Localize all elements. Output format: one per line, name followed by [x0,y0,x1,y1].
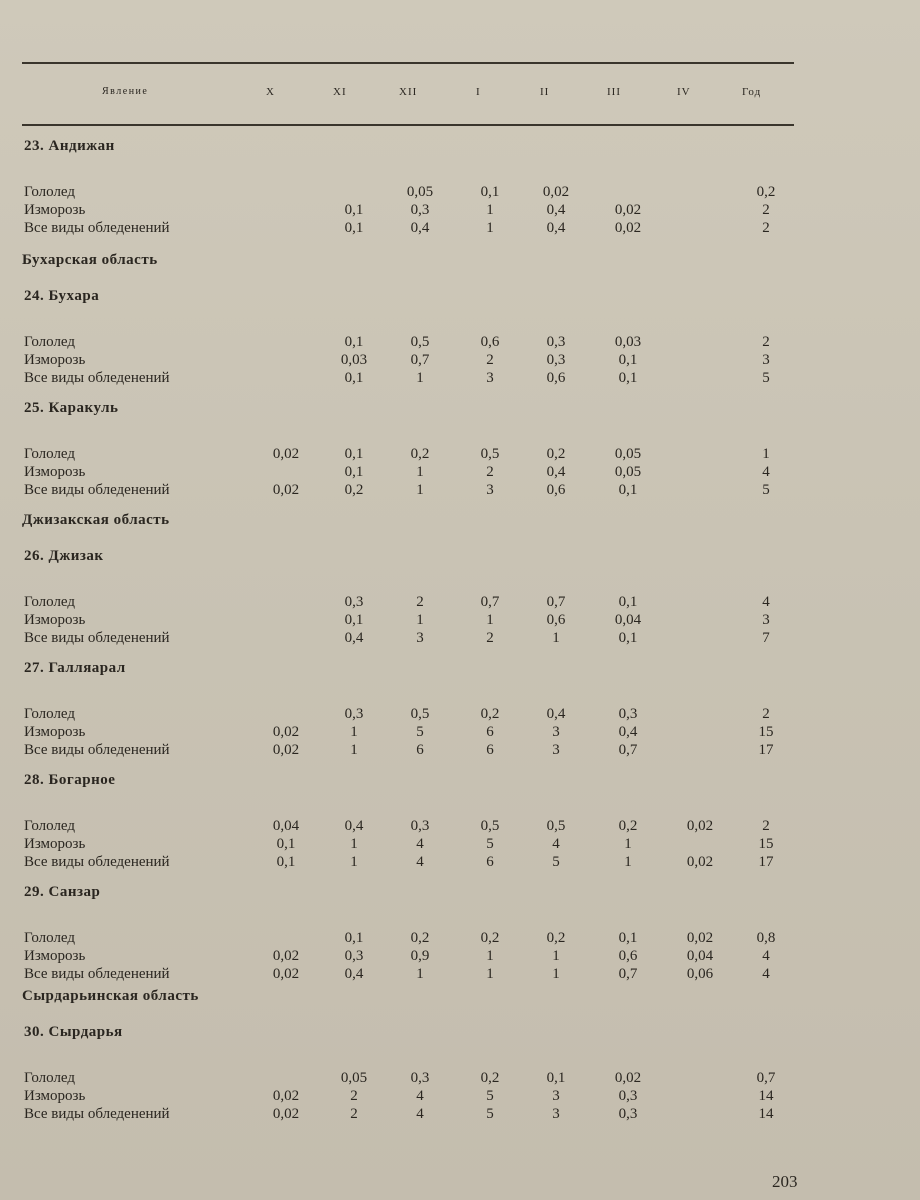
cell-value: 0,3 [344,948,364,964]
cell-value: 1 [552,948,560,964]
cell-value: 6 [416,742,424,758]
cell-value: 4 [552,836,560,852]
cell-value: 0,2 [480,706,500,722]
cell-value: 0,4 [546,706,566,722]
station-heading: 25. Каракуль [24,400,119,416]
row-label: Гололед [24,930,76,946]
cell-value: 6 [486,742,494,758]
cell-value: 1 [486,220,494,236]
cell-value: 0,1 [618,482,638,498]
cell-value: 0,02 [686,818,714,834]
cell-value: 0,02 [272,948,300,964]
station-heading: 24. Бухара [24,288,100,304]
cell-value: 0,1 [618,930,638,946]
cell-value: 1 [624,836,632,852]
cell-value: 0,02 [272,1106,300,1122]
cell-value: 1 [416,966,424,982]
page-number: 203 [772,1172,798,1191]
cell-value: 4 [416,1088,424,1104]
cell-year-total: 0,2 [756,184,776,200]
row-label: Все виды обледенений [24,742,170,758]
cell-value: 0,4 [546,202,566,218]
cell-value: 1 [486,966,494,982]
cell-value: 2 [486,352,494,368]
cell-value: 0,02 [272,966,300,982]
cell-value: 1 [486,612,494,628]
row-label: Гололед [24,334,76,350]
cell-value: 3 [552,1106,560,1122]
cell-value: 4 [416,836,424,852]
table-row [0,482,920,500]
cell-value: 1 [416,482,424,498]
cell-year-total: 17 [758,854,774,870]
table-row [0,706,920,724]
cell-value: 0,4 [344,630,364,646]
table-row [0,1070,920,1088]
row-label: Изморозь [24,464,86,480]
cell-value: 0,7 [410,352,430,368]
cell-year-total: 3 [762,352,770,368]
cell-value: 0,4 [546,464,566,480]
cell-value: 1 [350,854,358,870]
cell-value: 0,6 [546,482,566,498]
header-year: Год [742,86,762,98]
cell-value: 1 [486,202,494,218]
cell-value: 0,2 [344,482,364,498]
cell-year-total: 5 [762,482,770,498]
table-row [0,370,920,388]
row-label: Все виды обледенений [24,854,170,870]
table-row [0,220,920,238]
cell-value: 2 [486,630,494,646]
cell-value: 2 [486,464,494,480]
cell-value: 0,02 [542,184,570,200]
cell-value: 0,5 [480,446,500,462]
header-month-xi: XI [333,86,347,98]
cell-value: 1 [552,630,560,646]
cell-value: 1 [416,612,424,628]
row-label: Гололед [24,818,76,834]
cell-value: 0,1 [618,352,638,368]
cell-value: 0,05 [614,446,642,462]
header-month-iii: III [607,86,621,98]
cell-value: 0,3 [410,202,430,218]
row-label: Изморозь [24,352,86,368]
cell-value: 6 [486,854,494,870]
cell-value: 0,1 [276,836,296,852]
cell-value: 0,6 [480,334,500,350]
table-row [0,966,920,984]
row-label: Гололед [24,184,76,200]
cell-value: 2 [416,594,424,610]
cell-value: 1 [350,742,358,758]
table-row [0,202,920,220]
cell-year-total: 3 [762,612,770,628]
cell-value: 2 [350,1106,358,1122]
row-label: Все виды обледенений [24,220,170,236]
station-heading: 28. Богарное [24,772,116,788]
cell-value: 3 [552,742,560,758]
cell-value: 0,7 [546,594,566,610]
cell-year-total: 4 [762,948,770,964]
table-row [0,836,920,854]
cell-value: 0,03 [614,334,642,350]
table-row [0,1106,920,1124]
station-heading: 23. Андижан [24,138,115,154]
cell-year-total: 14 [758,1106,774,1122]
row-label: Изморозь [24,202,86,218]
row-label: Изморозь [24,1088,86,1104]
cell-year-total: 4 [762,966,770,982]
header-month-iv: IV [677,86,691,98]
cell-value: 0,4 [344,966,364,982]
cell-value: 0,04 [614,612,642,628]
row-label: Гололед [24,706,76,722]
row-label: Изморозь [24,948,86,964]
cell-value: 1 [486,948,494,964]
cell-value: 0,1 [344,220,364,236]
cell-value: 0,4 [344,818,364,834]
cell-value: 0,1 [546,1070,566,1086]
cell-value: 0,6 [618,948,638,964]
cell-value: 1 [416,464,424,480]
cell-value: 0,1 [344,930,364,946]
cell-value: 0,02 [614,202,642,218]
cell-value: 0,1 [618,630,638,646]
cell-year-total: 2 [762,202,770,218]
table-row [0,630,920,648]
cell-value: 0,02 [614,220,642,236]
table-header [0,80,920,110]
row-label: Изморозь [24,612,86,628]
cell-value: 5 [552,854,560,870]
cell-value: 4 [416,854,424,870]
cell-value: 3 [416,630,424,646]
cell-value: 0,3 [618,1106,638,1122]
cell-value: 0,02 [272,724,300,740]
table-row [0,464,920,482]
cell-value: 0,4 [618,724,638,740]
cell-value: 0,3 [410,818,430,834]
cell-value: 0,3 [618,706,638,722]
cell-value: 0,7 [480,594,500,610]
row-label: Все виды обледенений [24,370,170,386]
cell-value: 0,7 [618,742,638,758]
cell-value: 0,2 [480,930,500,946]
table-row [0,352,920,370]
cell-value: 1 [350,836,358,852]
row-label: Гололед [24,1070,76,1086]
station-heading: 29. Санзар [24,884,101,900]
table-row [0,948,920,966]
cell-value: 0,02 [272,742,300,758]
header-month-ii: II [540,86,550,98]
cell-value: 0,6 [546,370,566,386]
cell-year-total: 2 [762,818,770,834]
row-label: Гололед [24,594,76,610]
cell-value: 0,2 [618,818,638,834]
cell-value: 0,02 [272,482,300,498]
header-month-i: I [476,86,481,98]
cell-value: 0,6 [546,612,566,628]
cell-year-total: 0,8 [756,930,776,946]
table-row [0,334,920,352]
cell-value: 0,2 [480,1070,500,1086]
cell-value: 0,2 [410,446,430,462]
cell-value: 0,05 [614,464,642,480]
cell-value: 5 [486,1106,494,1122]
region-heading: Бухарская область [22,252,158,268]
table-row [0,612,920,630]
header-phenomenon: Явление [102,86,149,97]
cell-year-total: 2 [762,334,770,350]
cell-value: 5 [486,1088,494,1104]
cell-year-total: 0,7 [756,1070,776,1086]
cell-value: 3 [486,482,494,498]
row-label: Все виды обледенений [24,1106,170,1122]
cell-value: 0,02 [614,1070,642,1086]
cell-value: 0,5 [410,706,430,722]
cell-value: 0,04 [686,948,714,964]
table-row [0,742,920,760]
cell-value: 1 [552,966,560,982]
cell-value: 0,1 [618,594,638,610]
cell-value: 5 [486,836,494,852]
cell-year-total: 1 [762,446,770,462]
cell-value: 0,3 [546,334,566,350]
cell-year-total: 7 [762,630,770,646]
cell-year-total: 5 [762,370,770,386]
cell-year-total: 2 [762,220,770,236]
table-top-rule [22,62,794,64]
cell-value: 4 [416,1106,424,1122]
table-row [0,446,920,464]
region-heading: Джизакская область [22,512,170,528]
cell-value: 0,02 [686,930,714,946]
cell-value: 0,1 [344,334,364,350]
cell-value: 0,1 [344,464,364,480]
table-row [0,818,920,836]
cell-value: 0,3 [546,352,566,368]
cell-value: 1 [350,724,358,740]
cell-year-total: 14 [758,1088,774,1104]
table-header-rule [22,124,794,126]
table-row [0,854,920,872]
cell-year-total: 15 [758,724,774,740]
cell-value: 0,1 [344,446,364,462]
cell-value: 0,1 [480,184,500,200]
cell-value: 6 [486,724,494,740]
row-label: Гололед [24,446,76,462]
cell-value: 5 [416,724,424,740]
cell-value: 0,4 [546,220,566,236]
header-month-x: X [266,86,275,98]
cell-value: 0,1 [344,612,364,628]
cell-value: 0,02 [272,1088,300,1104]
region-heading: Сырдарьинская область [22,988,199,1004]
cell-value: 0,1 [344,202,364,218]
cell-value: 3 [486,370,494,386]
table-row [0,724,920,742]
table-row [0,930,920,948]
cell-value: 0,7 [618,966,638,982]
cell-value: 0,05 [406,184,434,200]
cell-value: 0,02 [686,854,714,870]
station-heading: 26. Джизак [24,548,104,564]
table-row [0,1088,920,1106]
header-month-xii: XII [399,86,418,98]
cell-value: 0,1 [276,854,296,870]
cell-value: 0,03 [340,352,368,368]
cell-value: 0,4 [410,220,430,236]
cell-value: 0,2 [546,446,566,462]
cell-value: 3 [552,724,560,740]
cell-year-total: 2 [762,706,770,722]
cell-value: 0,02 [272,446,300,462]
cell-value: 0,06 [686,966,714,982]
row-label: Все виды обледенений [24,966,170,982]
cell-year-total: 4 [762,594,770,610]
cell-value: 0,3 [344,594,364,610]
table-row [0,184,920,202]
cell-value: 0,5 [480,818,500,834]
cell-value: 0,1 [618,370,638,386]
cell-value: 0,1 [344,370,364,386]
cell-year-total: 4 [762,464,770,480]
cell-year-total: 17 [758,742,774,758]
row-label: Изморозь [24,724,86,740]
cell-value: 0,5 [410,334,430,350]
cell-year-total: 15 [758,836,774,852]
cell-value: 2 [350,1088,358,1104]
table-row [0,594,920,612]
cell-value: 0,2 [546,930,566,946]
cell-value: 1 [624,854,632,870]
row-label: Изморозь [24,836,86,852]
cell-value: 0,9 [410,948,430,964]
row-label: Все виды обледенений [24,630,170,646]
cell-value: 3 [552,1088,560,1104]
cell-value: 0,5 [546,818,566,834]
cell-value: 0,04 [272,818,300,834]
cell-value: 0,05 [340,1070,368,1086]
cell-value: 0,2 [410,930,430,946]
station-heading: 30. Сырдарья [24,1024,123,1040]
cell-value: 1 [416,370,424,386]
cell-value: 0,3 [410,1070,430,1086]
cell-value: 0,3 [344,706,364,722]
station-heading: 27. Галляарал [24,660,126,676]
row-label: Все виды обледенений [24,482,170,498]
cell-value: 0,3 [618,1088,638,1104]
